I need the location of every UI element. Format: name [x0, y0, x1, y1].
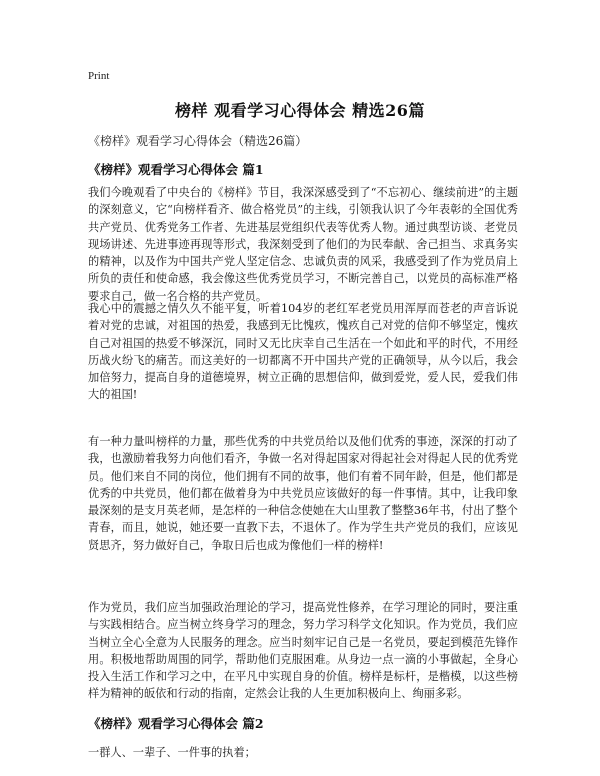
print-label[interactable]: Print [88, 70, 110, 82]
paragraph: 我们今晚观看了中央台的《榜样》节目，我深深感受到了“不忘初心、继续前进”的主题的深刻意义，它“向榜样看齐、做合格党员”的主线，引领我认识了今年表彰的全国优秀共产党员、优秀党务工作者、先进基层党组织代表等优秀人物。通过典型访谈、老党员现场讲述、先进事迹再现等形式，我深刻受到了他们的为民奉献、舍己担当、求真务实的精神，以及作为中国共产党人坚定信念、忠诚负责的风采，我感受到了作为党员肩上所负的责任和使命感，我会像这些优秀党员学习，不断完善自己，以党员的高标准严格要求自己，做一名合格的共产党员。 [88, 186, 518, 303]
section-heading-2: 《榜样》观看学习心得体会 篇2 [88, 716, 264, 731]
paragraph: 有一种力量叫榜样的力量，那些优秀的中共党员给以及他们优秀的事迹，深深的打动了我，也激励着我努力向他们看齐，争做一名对得起国家对得起社会对得起人民的优秀党员。他们来自不同的岗位，他们拥有不同的故事，他们有着不同年龄，但是，他们都是优秀的中共党员，他们都在做着身为中共党员应该做好的每一件事情。其中，让我印象最深刻的是支月英老师，是怎样的一种信念使她在大山里教了整整36年书，付出了整个青春，而且，她说，她还要一直教下去，不退休了。作为学生共产党员的我们，应该见贤思齐，努力做好自己，争取日后也成为像他们一样的榜样! [88, 435, 518, 552]
section-heading-1: 《榜样》观看学习心得体会 篇1 [88, 162, 264, 177]
page-subtitle: 《榜样》观看学习心得体会（精选26篇） [88, 134, 308, 148]
page-title: 榜样 观看学习心得体会 精选26篇 [175, 101, 425, 120]
paragraph: 一群人、一辈子、一件事的执着； [88, 746, 256, 759]
paragraph: 我心中的震撼之情久久不能平复，听着104岁的老红军老党员用浑厚而苍老的声音诉说着对党的忠诚，对祖国的热爱，我感到无比愧疚，愧疚自己对党的信仰不够坚定，愧疚自己对祖国的热爱不够深沉，同时又无比庆幸自己生活在一个如此和平的时代，不用经历战火纷飞的痛苦。而这美好的一切都离不开中国共产党的正确领导，从今以后，我会加倍努力，提高自身的道德境界，树立正确的思想信仰，做到爱党，爱人民，爱我们伟大的祖国! [88, 302, 518, 402]
paragraph: 作为党员，我们应当加强政治理论的学习，提高党性修养，在学习理论的同时，要注重与实践相结合。应当树立终身学习的理念，努力学习科学文化知识。作为党员，我们应当树立全心全意为人民服务的理念。应当时刻牢记自己是一名党员，要起到模范先锋作用。积极地帮助周围的同学，帮助他们克服困难。从身边一点一滴的小事做起，全身心投入生活工作和学习之中，在平凡中实现自身的价值。榜样是标杆，是楷模，以这些榜样为精神的皈依和行动的指南，定然会让我的人生更加积极向上、绚丽多彩。 [88, 601, 518, 701]
